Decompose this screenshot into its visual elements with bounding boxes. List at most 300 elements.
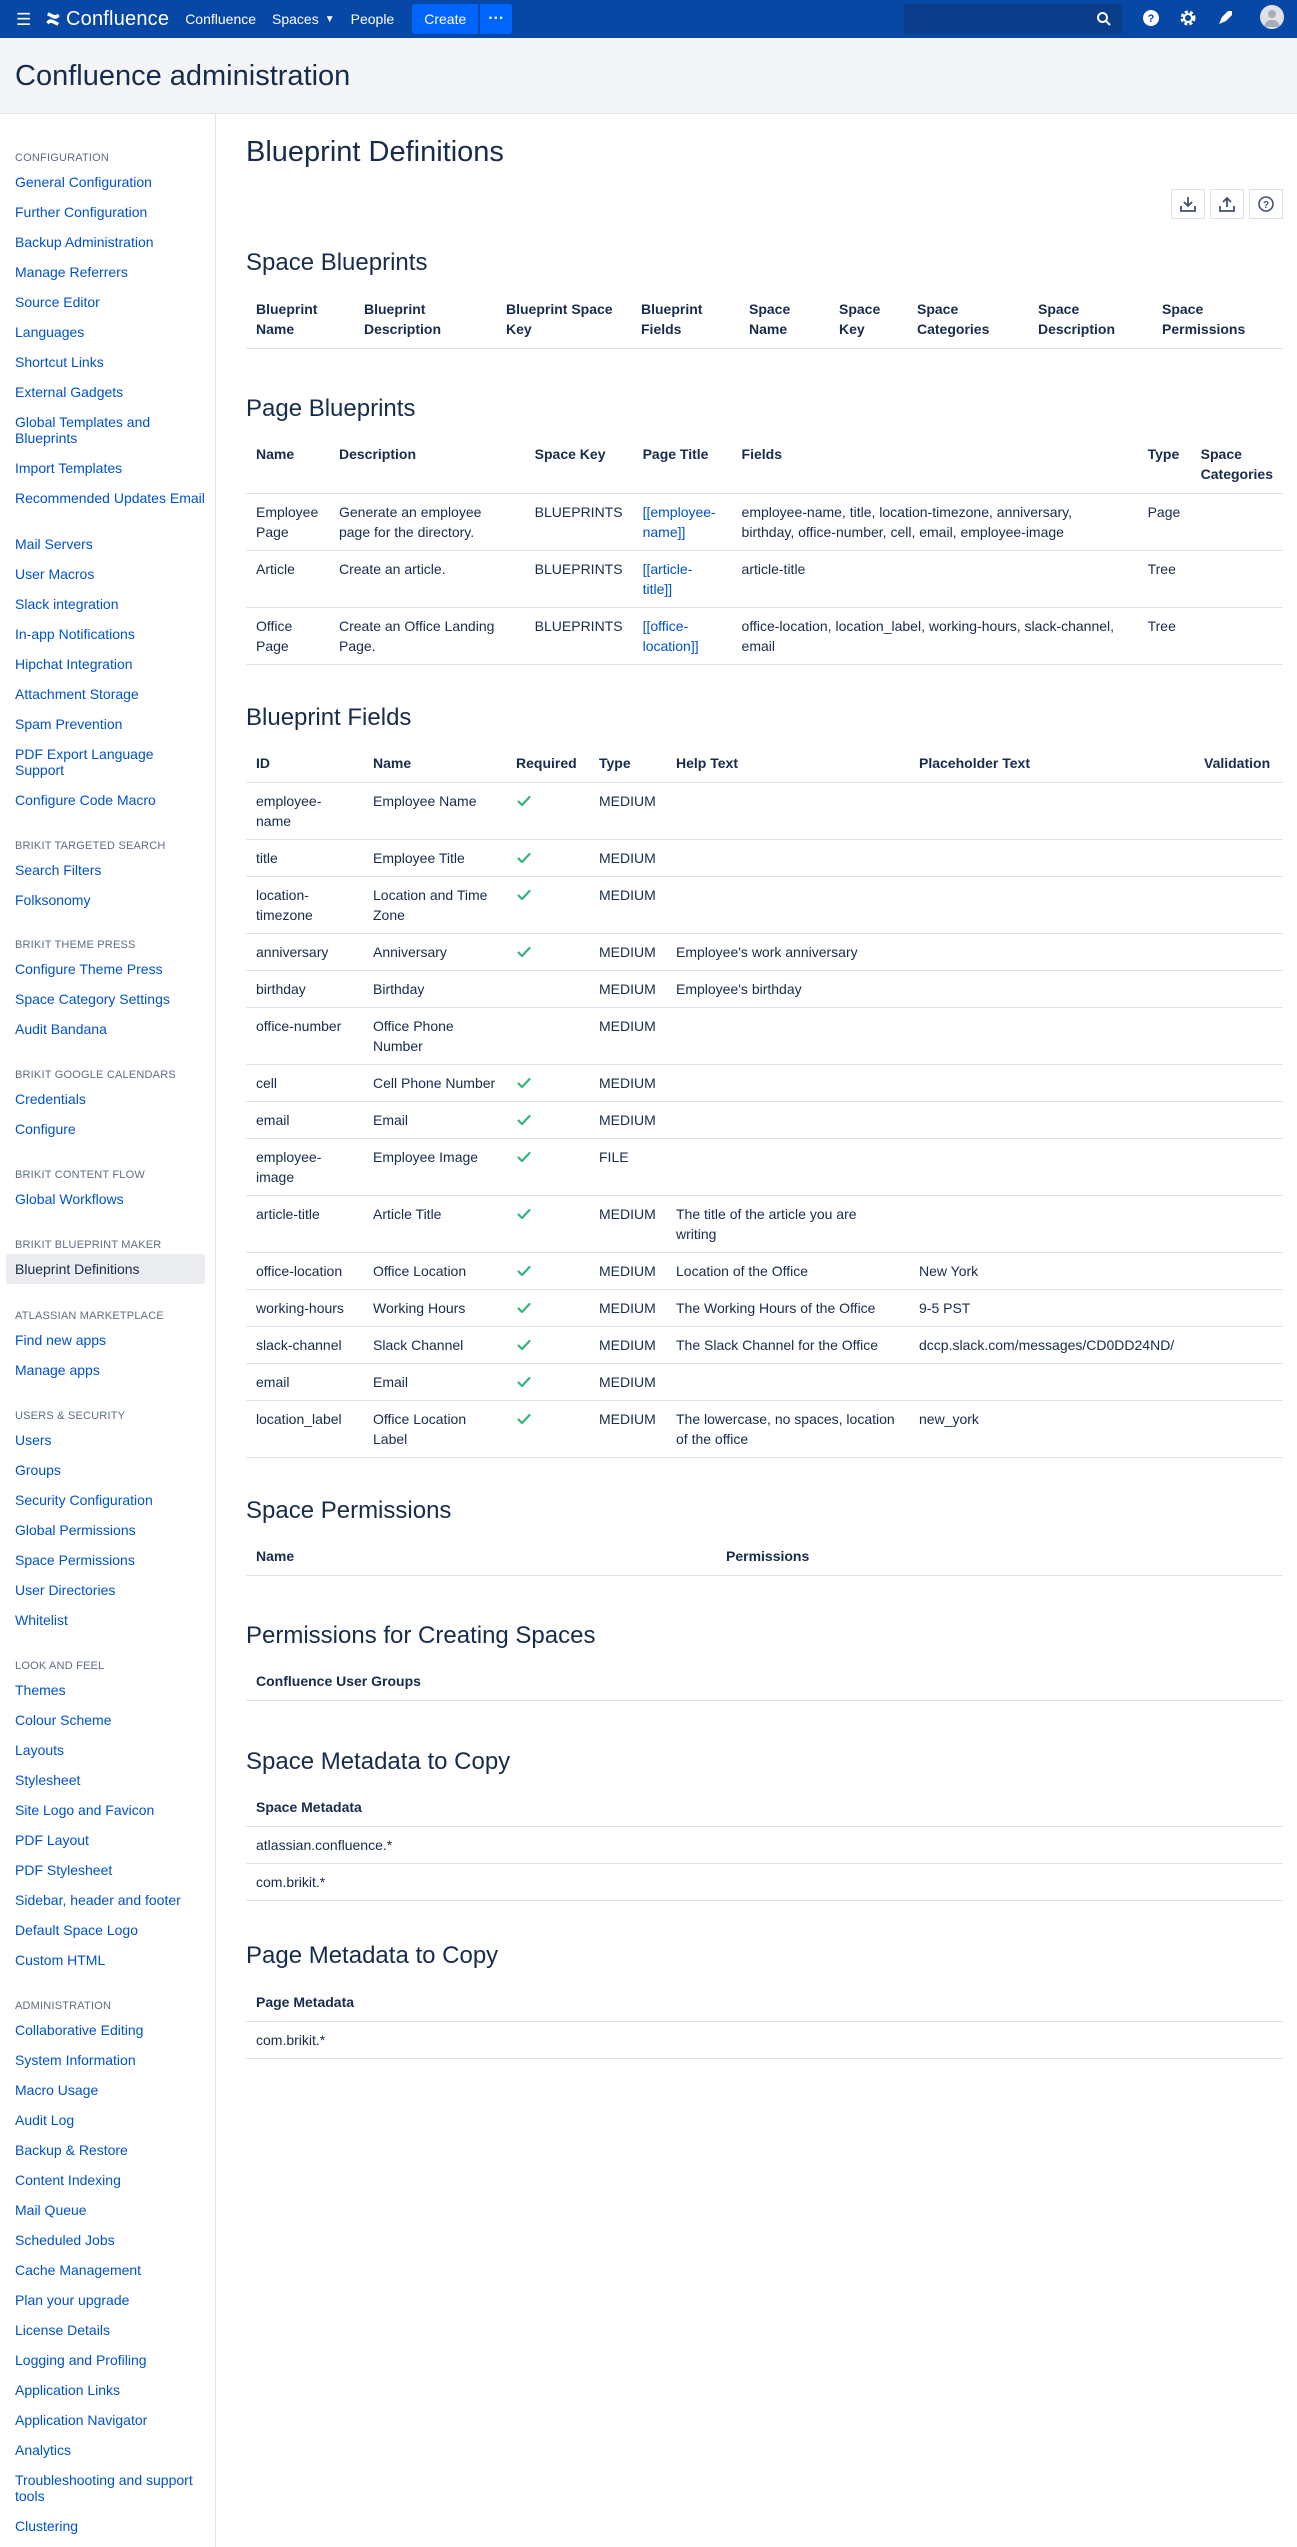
field-type: MEDIUM xyxy=(589,1364,666,1401)
field-validation xyxy=(1194,840,1283,877)
blueprint-name: Employee Page xyxy=(246,494,329,551)
field-validation xyxy=(1194,1364,1283,1401)
create-more-button[interactable]: ··· xyxy=(480,4,512,34)
blueprint-space-categories xyxy=(1191,551,1283,608)
column-header: ID xyxy=(246,744,363,783)
table-row xyxy=(246,1864,1283,1901)
blueprint-description: Create an Office Landing Page. xyxy=(329,608,525,665)
field-help-text: Employee's birthday xyxy=(666,971,909,1008)
field-id: slack-channel xyxy=(246,1327,363,1364)
sidebar-item[interactable]: Hipchat Integration xyxy=(15,656,133,672)
field-help-text xyxy=(666,1364,909,1401)
blueprint-fields-table xyxy=(246,744,1283,1458)
column-header: Space Categories xyxy=(907,290,1028,349)
sidebar-item[interactable]: Backup Administration xyxy=(15,234,154,250)
field-help-text: The Slack Channel for the Office xyxy=(666,1327,909,1364)
check-icon xyxy=(516,1206,532,1222)
table-row xyxy=(246,877,1283,934)
field-name: Employee Name xyxy=(363,783,506,840)
column-header: Type xyxy=(589,744,666,783)
admin-sidebar xyxy=(0,114,216,2547)
table-row xyxy=(246,1364,1283,1401)
blueprint-space-key: BLUEPRINTS xyxy=(525,494,633,551)
settings-icon[interactable] xyxy=(1177,7,1199,29)
field-required xyxy=(506,1327,589,1364)
user-avatar-icon xyxy=(1260,5,1284,29)
field-id: employee-name xyxy=(246,783,363,840)
sidebar-item[interactable]: Languages xyxy=(15,324,85,340)
sidebar-section-brikit-blueprint-maker: BRIKIT BLUEPRINT MAKER xyxy=(15,1239,162,1251)
sidebar-item[interactable]: Colour Scheme xyxy=(15,1712,112,1728)
space-metadata-title: Space Metadata to Copy xyxy=(246,1748,511,1775)
field-type: MEDIUM xyxy=(589,1008,666,1065)
page-blueprints-table xyxy=(246,435,1283,665)
table-row xyxy=(246,783,1283,840)
field-placeholder-text: 9-5 PST xyxy=(909,1290,1194,1327)
column-header: Space Key xyxy=(525,435,633,494)
field-name: Employee Image xyxy=(363,1139,506,1196)
sidebar-item[interactable]: Collaborative Editing xyxy=(15,2022,144,2038)
sidebar-section-users-security: USERS & SECURITY xyxy=(15,1410,126,1422)
sidebar-item[interactable]: Default Space Logo xyxy=(15,1922,138,1938)
sidebar-item[interactable]: Credentials xyxy=(15,1091,86,1107)
field-required xyxy=(506,1253,589,1290)
field-placeholder-text xyxy=(909,1102,1194,1139)
sidebar-item[interactable]: Security Configuration xyxy=(15,1492,153,1508)
field-required xyxy=(506,1065,589,1102)
sidebar-item[interactable]: Space Permissions xyxy=(15,1552,135,1568)
check-icon xyxy=(516,1263,532,1279)
field-id: office-number xyxy=(246,1008,363,1065)
column-header: Page Metadata xyxy=(246,1983,1283,2022)
field-required xyxy=(506,1196,589,1253)
field-type: MEDIUM xyxy=(589,840,666,877)
check-icon xyxy=(516,793,532,809)
column-header: Placeholder Text xyxy=(909,744,1194,783)
page-title-link[interactable]: [[employee-name]] xyxy=(642,504,716,540)
field-placeholder-text xyxy=(909,1008,1194,1065)
sidebar-item[interactable]: Spam Prevention xyxy=(15,716,123,732)
sidebar-item[interactable]: Global Permissions xyxy=(15,1522,136,1538)
column-header: Required xyxy=(506,744,589,783)
blueprint-space-key: BLUEPRINTS xyxy=(525,608,633,665)
column-header: Name xyxy=(363,744,506,783)
sidebar-item[interactable]: Folksonomy xyxy=(15,892,91,908)
field-type: MEDIUM xyxy=(589,877,666,934)
field-help-text xyxy=(666,877,909,934)
nav-link-spaces-label: Spaces xyxy=(272,11,319,27)
page-metadata-table xyxy=(246,1983,1283,2059)
column-header: Help Text xyxy=(666,744,909,783)
sidebar-section-atlassian-marketplace: ATLASSIAN MARKETPLACE xyxy=(15,1310,164,1322)
space-metadata-table xyxy=(246,1788,1283,1901)
field-id: anniversary xyxy=(246,934,363,971)
field-validation xyxy=(1194,1290,1283,1327)
top-navigation xyxy=(0,0,1297,38)
sidebar-item[interactable]: Mail Queue xyxy=(15,2202,87,2218)
check-icon xyxy=(516,1374,532,1390)
creating-spaces-title: Permissions for Creating Spaces xyxy=(246,1622,596,1649)
field-validation xyxy=(1194,783,1283,840)
sidebar-item[interactable]: System Information xyxy=(15,2052,136,2068)
nav-link-people[interactable]: People xyxy=(350,11,395,27)
table-row xyxy=(246,1290,1283,1327)
field-validation xyxy=(1194,1196,1283,1253)
field-required xyxy=(506,1364,589,1401)
column-header: Confluence User Groups xyxy=(246,1662,1283,1701)
space-blueprints-table xyxy=(246,290,1283,349)
sidebar-section-administration: ADMINISTRATION xyxy=(15,2000,112,2012)
table-header-row xyxy=(246,744,1283,783)
table-header-row xyxy=(246,1788,1283,1827)
sidebar-item[interactable]: Site Logo and Favicon xyxy=(15,1802,155,1818)
table-row xyxy=(246,608,1283,665)
space-permissions-title: Space Permissions xyxy=(246,1497,452,1524)
field-required xyxy=(506,1102,589,1139)
blueprint-fields-title: Blueprint Fields xyxy=(246,704,412,731)
field-placeholder-text xyxy=(909,840,1194,877)
field-required xyxy=(506,840,589,877)
column-header: Description xyxy=(329,435,525,494)
blueprint-type: Tree xyxy=(1138,551,1191,608)
check-icon xyxy=(516,1411,532,1427)
sidebar-item[interactable]: User Directories xyxy=(15,1582,116,1598)
field-id: article-title xyxy=(246,1196,363,1253)
field-id: email xyxy=(246,1102,363,1139)
table-row xyxy=(246,971,1283,1008)
sidebar-item[interactable]: Recommended Updates Email xyxy=(15,490,205,506)
sidebar-item[interactable]: Sidebar, header and footer xyxy=(15,1892,181,1908)
column-header: Fields xyxy=(732,435,1138,494)
field-help-text xyxy=(666,840,909,877)
field-id: employee-image xyxy=(246,1139,363,1196)
field-required xyxy=(506,1008,589,1065)
field-type: MEDIUM xyxy=(589,1290,666,1327)
blueprint-fields: employee-name, title, location-timezone, anniversary, birthday, office-number, cell, email, employee-image xyxy=(732,494,1138,551)
field-required xyxy=(506,971,589,1008)
field-type: MEDIUM xyxy=(589,1196,666,1253)
sidebar-item[interactable]: Macro Usage xyxy=(15,2082,99,2098)
download-icon xyxy=(1179,195,1197,213)
column-header: Space Permissions xyxy=(1152,290,1283,349)
sidebar-item[interactable]: Configure Theme Press xyxy=(15,961,163,977)
blueprint-type: Tree xyxy=(1138,608,1191,665)
field-validation xyxy=(1194,1253,1283,1290)
field-type: MEDIUM xyxy=(589,783,666,840)
download-button[interactable] xyxy=(1171,189,1205,219)
sidebar-section-configuration: CONFIGURATION xyxy=(15,152,110,164)
field-name: Email xyxy=(363,1102,506,1139)
sidebar-item[interactable]: PDF Stylesheet xyxy=(15,1862,113,1878)
sidebar-item[interactable]: Attachment Storage xyxy=(15,686,139,702)
sidebar-item[interactable]: Backup & Restore xyxy=(15,2142,128,2158)
content-title: Blueprint Definitions xyxy=(246,136,504,168)
product-name: Confluence xyxy=(66,7,170,30)
table-row xyxy=(246,1065,1283,1102)
svg-text:?: ? xyxy=(1147,13,1155,25)
field-required xyxy=(506,1401,589,1458)
blueprint-space-key: BLUEPRINTS xyxy=(525,551,633,608)
field-type: MEDIUM xyxy=(589,1065,666,1102)
field-type: MEDIUM xyxy=(589,1253,666,1290)
field-validation xyxy=(1194,1065,1283,1102)
blueprint-page-title xyxy=(633,494,732,551)
upload-icon xyxy=(1218,195,1236,213)
sidebar-item[interactable]: Further Configuration xyxy=(15,204,148,220)
page-title-link[interactable]: [[article-title]] xyxy=(642,561,693,597)
field-required xyxy=(506,934,589,971)
sidebar-item[interactable]: Application Navigator xyxy=(15,2412,148,2428)
blueprint-fields: office-location, location_label, working-hours, slack-channel, email xyxy=(732,608,1138,665)
field-help-text: The title of the article you are writing xyxy=(666,1196,909,1253)
field-name: Office Location Label xyxy=(363,1401,506,1458)
space-blueprints-title: Space Blueprints xyxy=(246,249,428,276)
table-row xyxy=(246,1102,1283,1139)
sidebar-item[interactable]: Application Links xyxy=(15,2382,121,2398)
check-icon xyxy=(516,944,532,960)
field-type: MEDIUM xyxy=(589,1401,666,1458)
field-placeholder-text: New York xyxy=(909,1253,1194,1290)
sidebar-item[interactable]: Logging and Profiling xyxy=(15,2352,147,2368)
field-help-text xyxy=(666,783,909,840)
confluence-logo-icon xyxy=(44,10,62,28)
sidebar-item[interactable]: Global Templates and Blueprints xyxy=(15,414,151,446)
column-header: Space Key xyxy=(829,290,907,349)
field-help-text: Location of the Office xyxy=(666,1253,909,1290)
blueprint-description: Generate an employee page for the directory. xyxy=(329,494,525,551)
table-row xyxy=(246,1139,1283,1196)
table-header-row xyxy=(246,1662,1283,1701)
sidebar-item[interactable]: User Macros xyxy=(15,566,95,582)
field-placeholder-text xyxy=(909,1364,1194,1401)
sidebar-item[interactable]: Content Indexing xyxy=(15,2172,121,2188)
sidebar-item[interactable]: Scheduled Jobs xyxy=(15,2232,115,2248)
creating-spaces-table xyxy=(246,1662,1283,1701)
avatar[interactable] xyxy=(1260,5,1284,29)
field-id: location-timezone xyxy=(246,877,363,934)
field-placeholder-text xyxy=(909,1065,1194,1102)
field-help-text xyxy=(666,1102,909,1139)
column-header: Name xyxy=(246,435,329,494)
field-id: birthday xyxy=(246,971,363,1008)
sidebar-item[interactable]: Audit Bandana xyxy=(15,1021,107,1037)
sidebar-item[interactable]: Plan your upgrade xyxy=(15,2292,130,2308)
check-icon xyxy=(516,1075,532,1091)
svg-text:?: ? xyxy=(1262,200,1270,211)
blueprint-space-categories xyxy=(1191,608,1283,665)
field-help-text: Employee's work anniversary xyxy=(666,934,909,971)
field-type: MEDIUM xyxy=(589,1102,666,1139)
field-validation xyxy=(1194,971,1283,1008)
column-header: Validation xyxy=(1194,744,1283,783)
sidebar-item[interactable]: Configure Code Macro xyxy=(15,792,156,808)
sidebar-item[interactable]: Troubleshooting and support tools xyxy=(15,2472,193,2504)
field-type: MEDIUM xyxy=(589,971,666,1008)
column-header: Blueprint Fields xyxy=(631,290,739,349)
help-icon xyxy=(1257,195,1275,213)
sidebar-item[interactable]: Configure xyxy=(15,1121,76,1137)
field-required xyxy=(506,877,589,934)
field-id: working-hours xyxy=(246,1290,363,1327)
page-blueprints-title: Page Blueprints xyxy=(246,395,416,422)
space-metadata-value: com.brikit.* xyxy=(246,1864,1283,1901)
field-required xyxy=(506,1290,589,1327)
field-id: cell xyxy=(246,1065,363,1102)
column-header: Blueprint Name xyxy=(246,290,354,349)
sidebar-item[interactable]: External Gadgets xyxy=(15,384,124,400)
field-name: Email xyxy=(363,1364,506,1401)
menu-icon[interactable]: ☰ xyxy=(16,9,32,29)
field-placeholder-text xyxy=(909,1196,1194,1253)
column-header: Permissions xyxy=(716,1537,1283,1576)
field-name: Birthday xyxy=(363,971,506,1008)
field-help-text xyxy=(666,1065,909,1102)
field-required xyxy=(506,783,589,840)
table-row xyxy=(246,1401,1283,1458)
field-name: Cell Phone Number xyxy=(363,1065,506,1102)
sidebar-item[interactable]: PDF Export Language Support xyxy=(15,746,154,778)
sidebar-item[interactable]: Stylesheet xyxy=(15,1772,81,1788)
blueprint-page-title xyxy=(633,551,732,608)
sidebar-section-brikit-google-calendars: BRIKIT GOOGLE CALENDARS xyxy=(15,1069,176,1081)
field-type: MEDIUM xyxy=(589,1327,666,1364)
sidebar-item[interactable]: Slack integration xyxy=(15,596,119,612)
field-validation xyxy=(1194,1401,1283,1458)
field-id: location_label xyxy=(246,1401,363,1458)
sidebar-item[interactable]: Whitelist xyxy=(15,1612,68,1628)
column-header: Type xyxy=(1138,435,1191,494)
space-permissions-table xyxy=(246,1537,1283,1576)
nav-link-spaces[interactable] xyxy=(272,11,335,27)
field-validation xyxy=(1194,1008,1283,1065)
blueprint-fields: article-title xyxy=(732,551,1138,608)
sidebar-item[interactable]: Custom HTML xyxy=(15,1952,106,1968)
blueprint-type: Page xyxy=(1138,494,1191,551)
nav-link-confluence[interactable]: Confluence xyxy=(185,11,257,27)
sidebar-item[interactable]: Global Workflows xyxy=(15,1191,124,1207)
upload-button[interactable] xyxy=(1210,189,1244,219)
field-name: Working Hours xyxy=(363,1290,506,1327)
field-help-text: The Working Hours of the Office xyxy=(666,1290,909,1327)
table-row xyxy=(246,1327,1283,1364)
sidebar-item[interactable]: Mail Servers xyxy=(15,536,93,552)
check-icon xyxy=(516,1112,532,1128)
table-row xyxy=(246,2022,1283,2059)
blueprint-page-title xyxy=(633,608,732,665)
table-header-row xyxy=(246,435,1283,494)
field-name: Anniversary xyxy=(363,934,506,971)
sidebar-item[interactable]: Users xyxy=(15,1432,52,1448)
column-header: Space Description xyxy=(1028,290,1152,349)
sidebar-item[interactable]: General Configuration xyxy=(15,174,152,190)
check-icon xyxy=(516,1149,532,1165)
sidebar-item[interactable]: License Details xyxy=(15,2322,110,2338)
page-header xyxy=(0,38,1297,114)
sidebar-item[interactable]: Space Category Settings xyxy=(15,991,170,1007)
create-button[interactable]: Create xyxy=(412,4,478,34)
sidebar-section-brikit-targeted-search: BRIKIT TARGETED SEARCH xyxy=(15,840,166,852)
field-placeholder-text: new_york xyxy=(909,1401,1194,1458)
field-placeholder-text xyxy=(909,934,1194,971)
blueprint-name: Office Page xyxy=(246,608,329,665)
field-name: Slack Channel xyxy=(363,1327,506,1364)
field-name: Office Phone Number xyxy=(363,1008,506,1065)
field-help-text xyxy=(666,1139,909,1196)
confluence-logo[interactable] xyxy=(44,8,169,31)
column-header: Space Name xyxy=(739,290,829,349)
sidebar-item[interactable]: Import Templates xyxy=(15,460,123,476)
field-required xyxy=(506,1139,589,1196)
sidebar-section-brikit-theme-press: BRIKIT THEME PRESS xyxy=(15,939,136,951)
field-placeholder-text xyxy=(909,971,1194,1008)
page-metadata-title: Page Metadata to Copy xyxy=(246,1942,499,1969)
help-button[interactable] xyxy=(1249,189,1283,219)
sidebar-item[interactable]: In-app Notifications xyxy=(15,626,135,642)
blueprint-space-categories xyxy=(1191,494,1283,551)
table-row xyxy=(246,934,1283,971)
sidebar-item[interactable]: Groups xyxy=(15,1462,61,1478)
sidebar-item[interactable]: PDF Layout xyxy=(15,1832,89,1848)
field-help-text: The lowercase, no spaces, location of the office xyxy=(666,1401,909,1458)
search-input[interactable] xyxy=(904,4,1122,34)
field-name: Article Title xyxy=(363,1196,506,1253)
table-row xyxy=(246,1253,1283,1290)
sidebar-item[interactable]: Find new apps xyxy=(15,1332,107,1348)
check-icon xyxy=(516,850,532,866)
field-validation xyxy=(1194,1327,1283,1364)
sidebar-item[interactable]: Search Filters xyxy=(15,862,102,878)
help-icon[interactable] xyxy=(1140,7,1162,29)
table-header-row xyxy=(246,290,1283,349)
field-type: MEDIUM xyxy=(589,934,666,971)
column-header: Blueprint Space Key xyxy=(496,290,631,349)
sidebar-item-blueprint-definitions[interactable]: Blueprint Definitions xyxy=(6,1254,205,1284)
check-icon xyxy=(516,1337,532,1353)
search-icon xyxy=(1096,11,1112,27)
blueprint-description: Create an article. xyxy=(329,551,525,608)
field-name: Employee Title xyxy=(363,840,506,877)
field-name: Location and Time Zone xyxy=(363,877,506,934)
column-header: Name xyxy=(246,1537,716,1576)
field-help-text xyxy=(666,1008,909,1065)
field-id: title xyxy=(246,840,363,877)
sidebar-item[interactable]: Shortcut Links xyxy=(15,354,104,370)
field-validation xyxy=(1194,1139,1283,1196)
sidebar-section-brikit-content-flow: BRIKIT CONTENT FLOW xyxy=(15,1169,145,1181)
table-row xyxy=(246,1827,1283,1864)
field-type: FILE xyxy=(589,1139,666,1196)
notifications-icon[interactable] xyxy=(1214,7,1236,29)
field-validation xyxy=(1194,934,1283,971)
field-validation xyxy=(1194,877,1283,934)
sidebar-item[interactable]: Themes xyxy=(15,1682,66,1698)
sidebar-item[interactable]: Cache Management xyxy=(15,2262,142,2278)
page-title-link[interactable]: [[office-location]] xyxy=(642,618,699,654)
sidebar-item[interactable]: Source Editor xyxy=(15,294,100,310)
space-metadata-value: atlassian.confluence.* xyxy=(246,1827,1283,1864)
table-row xyxy=(246,494,1283,551)
sidebar-item[interactable]: Manage apps xyxy=(15,1362,100,1378)
sidebar-item[interactable]: Clustering xyxy=(15,2518,79,2534)
sidebar-item[interactable]: Manage Referrers xyxy=(15,264,128,280)
sidebar-item[interactable]: Analytics xyxy=(15,2442,72,2458)
field-placeholder-text xyxy=(909,877,1194,934)
table-row xyxy=(246,1196,1283,1253)
sidebar-item[interactable]: Layouts xyxy=(15,1742,65,1758)
field-validation xyxy=(1194,1102,1283,1139)
sidebar-item[interactable]: Audit Log xyxy=(15,2112,75,2128)
field-placeholder-text: dccp.slack.com/messages/CD0DD24ND/ xyxy=(909,1327,1194,1364)
